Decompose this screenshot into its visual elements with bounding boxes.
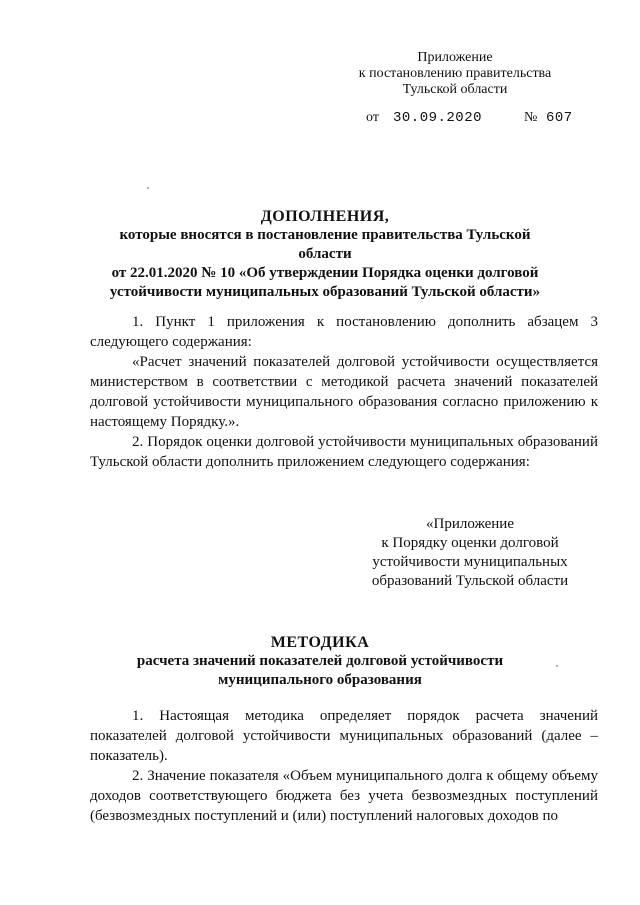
attachment-line-4: образований Тульской области [371, 573, 569, 589]
title-line-2: от 22.01.2020 № 10 «Об утверждении Порядка оценки долговой [111, 265, 539, 281]
document-number: 607 [546, 110, 573, 126]
methodology-title [110, 633, 530, 690]
attachment-line-3: устойчивости муниципальных [372, 554, 568, 570]
paragraph-3: 2. Порядок оценки долговой устойчивости муниципальных образований Тульской области дополнить приложением следующего содержания: [90, 434, 598, 470]
appendix-region: Тульской области [402, 82, 508, 97]
number-prefix: № [524, 110, 538, 125]
date-prefix: от [366, 110, 379, 125]
attachment-header [365, 515, 575, 591]
scan-speck [147, 187, 149, 189]
method-paragraph-1: 1. Настоящая методика определяет порядок расчета значений показателей долговой устойчивости муниципальных образований (далее – показатель). [90, 708, 598, 764]
paragraph-1: 1. Пункт 1 приложения к постановлению дополнить абзацем 3 следующего содержания: [90, 314, 598, 350]
title-line-1: которые вносятся в постановление правительства Тульской области [119, 227, 531, 262]
scan-speck [556, 665, 558, 667]
document-date: 30.09.2020 [393, 110, 483, 126]
methodology-line-2: муниципального образования [218, 672, 422, 688]
methodology-body [90, 706, 598, 826]
appendix-reference: к постановлению правительства [358, 66, 552, 81]
document-title [95, 207, 555, 302]
method-paragraph-2: 2. Значение показателя «Объем муниципального долга к общему объему доходов соответствующего бюджета без учета безвозмездных поступлений (безвозмездных поступлений и (или) поступлений налоговых доходов по [90, 768, 598, 824]
attachment-line-2: к Порядку оценки долговой [381, 535, 559, 551]
methodology-line-1: расчета значений показателей долговой устойчивости [136, 653, 504, 669]
attachment-line-1: «Приложение [425, 516, 514, 532]
amendment-body [90, 312, 598, 472]
title-main: ДОПОЛНЕНИЯ, [260, 208, 390, 225]
appendix-header [330, 50, 580, 98]
appendix-label: Приложение [417, 50, 493, 65]
methodology-main: МЕТОДИКА [270, 634, 370, 651]
paragraph-2: «Расчет значений показателей долговой устойчивости осуществляется министерством в соответствии с методикой расчета значений показателей долговой устойчивости муниципального образования согласно приложению к настоящему Порядку.». [90, 354, 598, 430]
title-line-3: устойчивости муниципальных образований Тульской области» [109, 284, 541, 300]
